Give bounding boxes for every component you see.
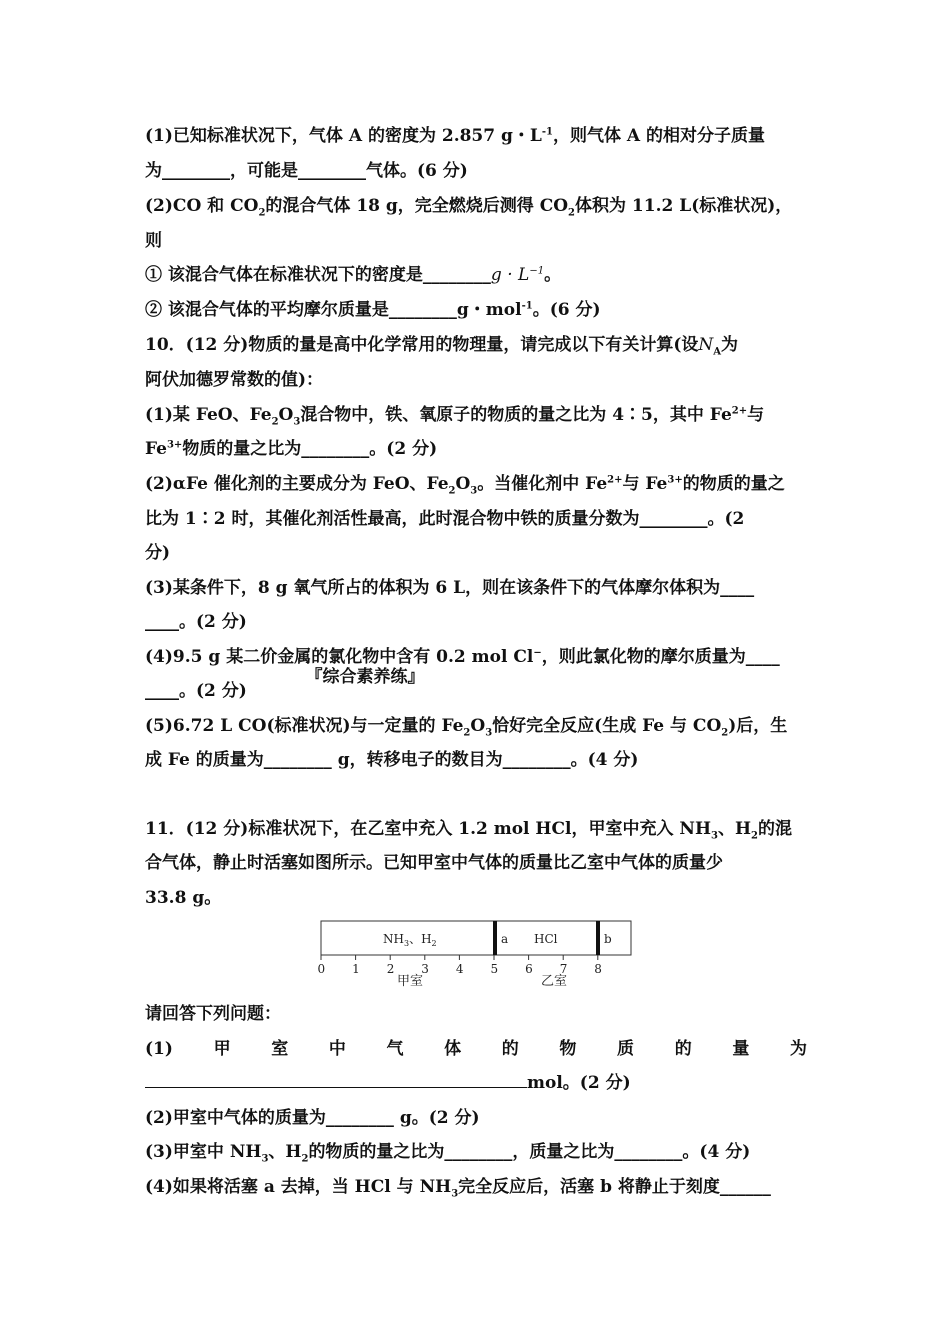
subscript: 3 [261, 1153, 269, 1165]
subscript: 2 [568, 207, 576, 219]
text: 请回答下列问题： [145, 1004, 281, 1024]
q9-part2-line2 [145, 229, 162, 253]
scale-ticks [318, 955, 602, 976]
scale-tick-label: 0 [317, 962, 326, 976]
q10-part2-line1 [145, 472, 785, 496]
text: (2)αFe 催化剂的主要成分为 FeO、Fe [145, 474, 449, 494]
room-left-label: 甲室 [397, 974, 424, 989]
q10-part5-line2 [145, 748, 638, 772]
q11-q1-line1 [145, 1037, 807, 1061]
text: 中 [328, 1039, 346, 1059]
scale-tick-label: 7 [559, 962, 568, 976]
subscript: 3 [293, 416, 301, 428]
q11-q1-line2 [145, 1071, 631, 1095]
text: ，则气体 A 的相对分子质量 [552, 126, 765, 146]
text: (1)已知标准状况下，气体 A 的密度为 2.857 g・L [145, 126, 542, 146]
density-unit: g · L [490, 265, 530, 285]
avogadro-symbol: N [698, 335, 714, 355]
text: 为 [789, 1039, 807, 1059]
text: 分) [145, 543, 171, 563]
text: ② 该混合气体的平均摩尔质量是________g・mol [145, 300, 522, 320]
text: 则 [145, 231, 162, 251]
scale-tick-label: 8 [594, 962, 602, 976]
q10-part4-line2 [145, 679, 247, 703]
text: 混合物中，铁、氧原子的物质的量之比为 4∶5，其中 Fe [300, 405, 732, 425]
text: 量 [732, 1039, 750, 1059]
text: 恰好完全反应(生成 Fe 与 CO [492, 716, 722, 736]
subscript: 2 [751, 830, 759, 842]
text: )后，生 [728, 716, 788, 736]
chamber-outline [321, 921, 631, 955]
text: 。当催化剂中 Fe [477, 474, 608, 494]
piston-a [493, 921, 497, 955]
text: 室 [271, 1039, 289, 1059]
text: 33.8 g。 [145, 888, 222, 908]
q10-part3-line1 [145, 576, 754, 600]
superscript: 3+ [166, 439, 183, 451]
subscript: 2 [258, 207, 266, 219]
left-gas-label [383, 932, 437, 948]
scale-tick-label: 6 [525, 962, 533, 976]
scale-tick-label: 1 [352, 962, 360, 976]
q10-part5-line1 [145, 714, 787, 738]
text: ____。(2 分) [145, 681, 247, 701]
text: 的 [501, 1039, 519, 1059]
text: 物质的量之比为________。(2 分) [182, 439, 438, 459]
q10-part2-line2 [145, 507, 744, 531]
superscript: -1 [521, 300, 533, 312]
text: 物 [559, 1039, 577, 1059]
text: mol。(2 分) [527, 1073, 631, 1093]
piston-b [596, 921, 600, 955]
text: 为 [721, 335, 739, 355]
scale-tick-label: 3 [421, 962, 429, 976]
text: (1) [145, 1039, 173, 1059]
text: (5)6.72 L CO(标准状况)与一定量的 Fe [145, 716, 464, 736]
subscript: 3 [711, 830, 718, 842]
q10-part3-line2 [145, 610, 247, 634]
text: 11．(12 分)标准状况下，在乙室中充入 1.2 mol HCl，甲室中充入 NH [145, 819, 712, 839]
superscript: −1 [529, 265, 545, 277]
scale-tick-label: 5 [490, 962, 499, 976]
room-right-label: 乙室 [541, 974, 568, 989]
q11-q3 [145, 1140, 750, 1164]
superscript: − [533, 647, 542, 659]
text: Fe [145, 439, 167, 459]
text: O [455, 474, 471, 494]
text: 。 [544, 265, 562, 285]
subscript: 2 [463, 727, 471, 739]
text: 合气体，静止时活塞如图所示。已知甲室中气体的质量比乙室中气体的质量少 [145, 853, 723, 873]
q11-line3 [145, 886, 221, 910]
q9-part2-line1 [145, 194, 792, 218]
q10-part2-line3 [145, 541, 170, 565]
subscript: 3 [470, 485, 478, 497]
text: 、H [409, 932, 432, 946]
text: 的物质的量之 [682, 474, 785, 494]
q10-part1-line2 [145, 437, 437, 461]
text: (4)9.5 g 某二价金属的氯化物中含有 0.2 mol Cl [145, 647, 534, 667]
text: 体积为 11.2 L(标准状况)， [575, 196, 793, 216]
section-title: 『综合素养练』 [305, 667, 425, 687]
right-gas-label: HCl [534, 932, 558, 946]
piston-a-label: a [501, 932, 509, 946]
text: (2)甲室中气体的质量为________ g。(2 分) [145, 1108, 480, 1128]
text: 、H [268, 1142, 302, 1162]
text: (4)如果将活塞 a 去掉，当 HCl 与 NH [145, 1177, 452, 1197]
text: 完全反应后，活塞 b 将静止于刻度______ [458, 1177, 771, 1197]
q11-line1 [145, 817, 792, 841]
text: 甲 [213, 1039, 231, 1059]
q10-part1-line1 [145, 403, 764, 427]
subscript: 3 [451, 1188, 459, 1200]
q10-head [145, 333, 738, 357]
subscript: 3 [485, 727, 493, 739]
text: 比为 1∶2 时，其催化剂活性最高，此时混合物中铁的质量分数为________。(2 [145, 509, 745, 529]
scale-tick-label: 4 [455, 962, 464, 976]
superscript: 2+ [607, 474, 623, 486]
text: 。(6 分) [532, 300, 601, 320]
text: 的 [674, 1039, 692, 1059]
subscript: 2 [721, 727, 729, 739]
q11-prompt [145, 1002, 281, 1026]
q10-head-line2 [145, 368, 323, 392]
text: 与 [747, 405, 765, 425]
q11-q2 [145, 1106, 480, 1130]
q9-part1-line2 [145, 159, 468, 183]
text: 的混 [758, 819, 793, 839]
text: ，则此氯化物的摩尔质量为____ [541, 647, 780, 667]
subscript: A [713, 346, 722, 358]
q11-line2 [145, 851, 723, 875]
superscript: 3+ [667, 474, 683, 486]
text: 、H [717, 819, 752, 839]
q11-q4 [145, 1175, 771, 1199]
text: 成 Fe 的质量为________ g，转移电子的数目为________。(4 分) [145, 750, 639, 770]
text: (2)CO 和 CO [145, 196, 259, 216]
q9-part2-circle2 [145, 298, 601, 322]
text: 与 Fe [622, 474, 668, 494]
text: 质 [617, 1039, 635, 1059]
superscript: 2+ [731, 405, 748, 417]
subscript: 2 [301, 1153, 309, 1165]
piston-b-label: b [604, 932, 612, 946]
subscript: 2 [271, 416, 279, 428]
text: (1)某 FeO、Fe [145, 405, 272, 425]
subscript: 2 [448, 485, 456, 497]
text: ____。(2 分) [145, 612, 247, 632]
text: 的物质的量之比为________，质量之比为________。(4 分) [308, 1142, 751, 1162]
text: 的混合气体 18 g，完全燃烧后测得 CO [265, 196, 569, 216]
subscript: 2 [431, 939, 437, 948]
text: O [278, 405, 294, 425]
text: 体 [444, 1039, 462, 1059]
q9-part2-circle1 [145, 263, 561, 287]
text: ① 该混合气体在标准状况下的密度是________ [145, 265, 491, 285]
text: (3)甲室中 NH [145, 1142, 262, 1162]
scale-tick-label: 2 [386, 962, 395, 976]
subscript: 3 [403, 939, 410, 948]
text: 10．(12 分)物质的量是高中化学常用的物理量，请完成以下有关计算(设 [145, 335, 699, 355]
superscript: -1 [541, 126, 553, 138]
chamber-figure [305, 915, 645, 995]
answer-blank[interactable] [145, 1071, 527, 1088]
text: NH [383, 932, 404, 946]
q9-part1-line1 [145, 124, 765, 148]
text: 阿伏加德罗常数的值)： [145, 370, 324, 390]
text: (3)某条件下，8 g 氧气所占的体积为 6 L，则在该条件下的气体摩尔体积为____ [145, 578, 755, 598]
text: O [470, 716, 486, 736]
text: 为________，可能是________气体。(6 分) [145, 161, 468, 181]
text: 气 [386, 1039, 404, 1059]
